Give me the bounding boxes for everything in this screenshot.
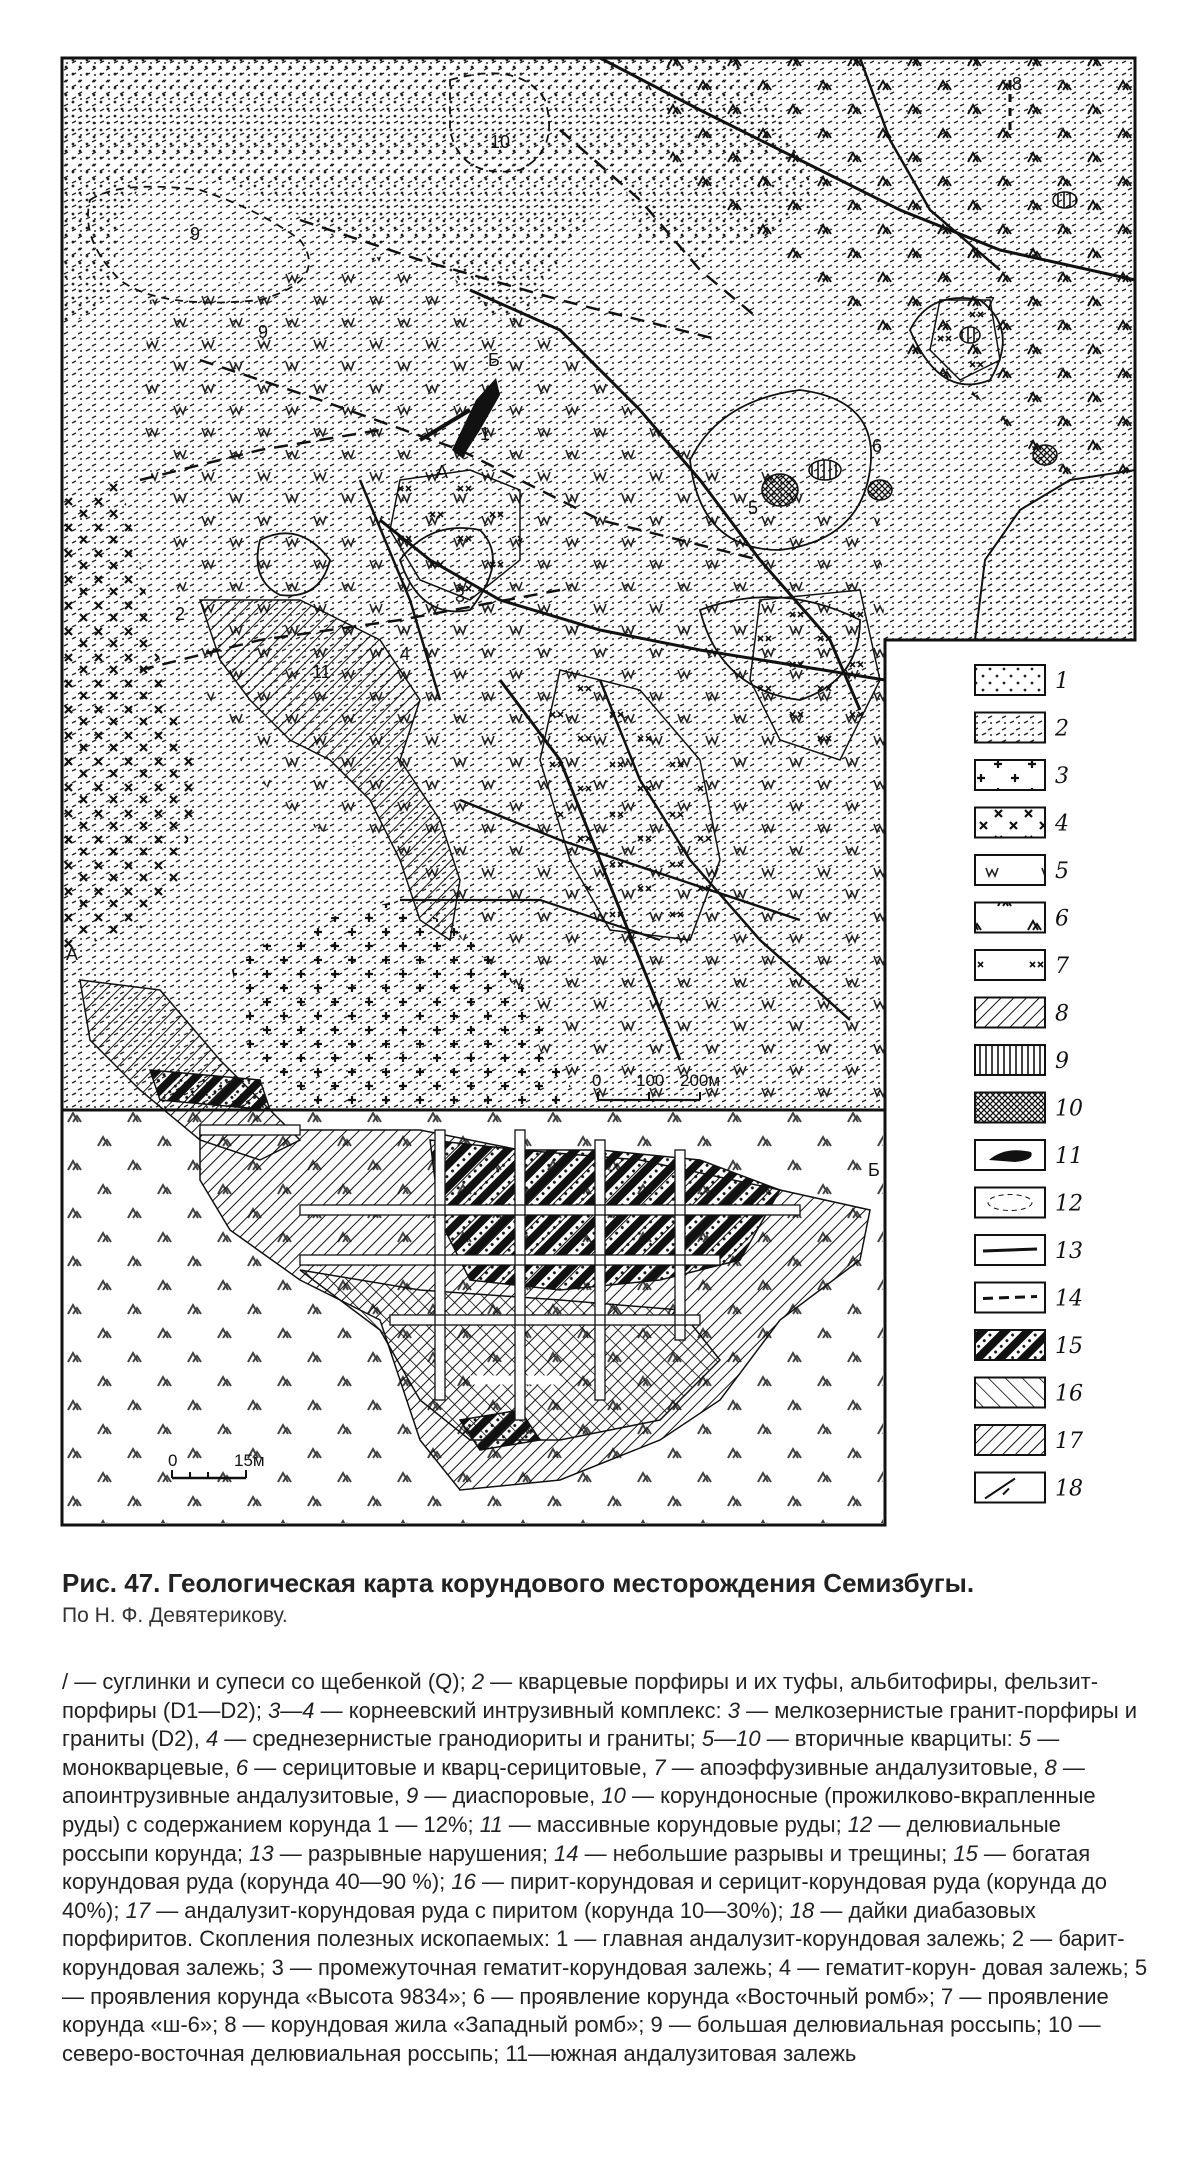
caption-segment: — апоэффузивные андалузитовые,	[665, 1754, 1045, 1780]
figure-author: По Н. Ф. Девятерикову.	[62, 1604, 288, 1627]
legend-item-6	[975, 903, 1069, 933]
legend-swatch	[975, 808, 1045, 838]
section-label-b: Б	[488, 350, 500, 370]
deposit-label-5: 5	[748, 498, 759, 518]
legend-number: 17	[1055, 1429, 1083, 1454]
legend-number: 14	[1055, 1286, 1083, 1312]
caption-segment: 14	[554, 1840, 579, 1866]
legend-item-17	[975, 1425, 1083, 1455]
section-label-a: А	[436, 462, 449, 482]
legend-number: 16	[1055, 1381, 1083, 1407]
caption-segment: 15	[953, 1840, 978, 1866]
caption-segment: 13	[249, 1840, 274, 1866]
legend-swatch	[975, 998, 1045, 1028]
legend-item-8	[975, 998, 1069, 1028]
caption-segment: 3	[727, 1697, 740, 1723]
legend-number: 11	[1055, 1144, 1083, 1169]
caption-segment: 5—10	[701, 1726, 761, 1752]
legend-item-16	[975, 1378, 1083, 1408]
legend-item-1	[975, 665, 1069, 695]
caption-segment: / — суглинки и супеси со щебенкой (Q);	[62, 1669, 472, 1694]
legend-swatch	[975, 1330, 1045, 1360]
caption-segment: — андалузит-корундовая руда с пиритом (корунда 10—30%);	[150, 1897, 790, 1923]
caption-segment: 5	[1018, 1726, 1032, 1752]
caption-segment: — корнеевский интрузивный комплекс:	[314, 1697, 728, 1723]
caption-segment: — разрывные нарушения;	[273, 1840, 555, 1866]
caption-segment: — монокварцевые,	[62, 1726, 1060, 1780]
scale-label-mid: 100	[636, 1071, 665, 1090]
deposit-label-9a: 9	[190, 224, 201, 244]
legend-swatch	[975, 1093, 1045, 1123]
caption-segment: — массивные корундовые руды;	[502, 1811, 848, 1837]
legend-number: 6	[1055, 906, 1069, 932]
legend-item-14	[975, 1283, 1083, 1313]
legend-number: 10	[1055, 1096, 1083, 1122]
caption-segment: — вторичные кварциты:	[760, 1726, 1019, 1752]
legend-item-18	[975, 1473, 1083, 1503]
scale-label-end: 200м	[680, 1071, 721, 1090]
section-label-b2: Б	[868, 1160, 880, 1180]
legend-item-3	[975, 760, 1069, 790]
deposit-label-1: 1	[480, 424, 491, 444]
caption-segment: — кварцевые порфиры и их туфы, альбитофиры, фельзит-порфиры (D1—D2);	[62, 1669, 1099, 1723]
caption-segment: 7	[653, 1754, 666, 1780]
caption-segment: 12	[847, 1811, 873, 1837]
deposit-label-9b: 9	[258, 322, 269, 342]
legend-swatch	[975, 713, 1045, 743]
legend-swatch	[975, 1378, 1045, 1408]
caption-segment: — богатая корундовая руда (корунда 40—90 %);	[62, 1840, 1091, 1895]
legend-swatch	[975, 903, 1045, 933]
legend-number: 9	[1055, 1049, 1069, 1074]
section-label-a2: А	[66, 944, 79, 964]
legend-number: 3	[1055, 764, 1069, 789]
legend-number: 8	[1055, 1001, 1069, 1027]
figure-caption	[62, 1668, 1152, 2068]
legend-item-2	[975, 713, 1069, 743]
caption-segment: — делювиальные россыпи корунда;	[62, 1811, 1061, 1866]
caption-segment: 8	[1044, 1754, 1057, 1780]
caption-segment: 9	[405, 1783, 419, 1809]
caption-segment: — пирит-корундовая и серицит-корундовая руда (корунда до 40%);	[62, 1869, 1107, 1923]
figure-title: Рис. 47. Геологическая карта корундового месторождения Семизбугы.	[62, 1568, 975, 1598]
legend-swatch	[975, 665, 1045, 695]
legend	[975, 665, 1083, 1503]
caption-segment: — среднезернистые гранодиориты и граниты;	[218, 1726, 702, 1752]
caption-segment: — диаспоровые,	[418, 1783, 602, 1809]
deposit-label-3: 3	[455, 586, 466, 606]
legend-number: 13	[1055, 1239, 1083, 1264]
legend-item-10	[975, 1093, 1083, 1123]
legend-item-5	[975, 855, 1069, 885]
caption-segment: 6	[235, 1754, 249, 1780]
legend-item-9	[975, 1045, 1069, 1075]
caption-segment: — небольшие разрывы и трещины;	[578, 1840, 954, 1866]
legend-number: 18	[1055, 1476, 1083, 1502]
caption-segment: 11	[479, 1811, 503, 1837]
legend-item-11	[975, 1140, 1083, 1170]
legend-number: 2	[1055, 716, 1069, 742]
caption-segment: — апоинтрузивные андалузитовые,	[62, 1754, 1085, 1809]
deposit-label-11: 11	[312, 662, 331, 682]
deposit-label-4: 4	[400, 644, 411, 664]
deposit-label-7: 7	[985, 294, 996, 314]
deposit-label-10: 10	[490, 132, 511, 152]
caption-segment: — серицитовые и кварц-серицитовые,	[248, 1754, 654, 1780]
caption-segment: 4	[205, 1726, 219, 1752]
legend-swatch	[975, 1188, 1045, 1218]
legend-number: 4	[1055, 811, 1069, 837]
legend-swatch	[975, 1045, 1045, 1075]
legend-item-7	[975, 950, 1069, 980]
caption-segment: — корундоносные (прожилково-вкрапленные руды) с содержанием корунда 1 — 12%;	[62, 1783, 1096, 1837]
legend-fault-line	[983, 1249, 1037, 1251]
legend-swatch	[975, 760, 1045, 790]
legend-number: 7	[1055, 954, 1069, 979]
legend-item-13	[975, 1235, 1083, 1265]
legend-number: 1	[1055, 669, 1069, 694]
scale-label-zero: 0	[592, 1071, 602, 1090]
caption-segment: 17	[125, 1897, 151, 1923]
caption-segment: 16	[451, 1869, 476, 1895]
legend-item-12	[975, 1188, 1083, 1218]
deposit-label-2: 2	[175, 604, 186, 624]
legend-swatch	[975, 950, 1045, 980]
legend-item-15	[975, 1330, 1083, 1360]
legend-number: 5	[1055, 859, 1069, 884]
legend-number: 12	[1055, 1191, 1083, 1217]
legend-item-4	[975, 808, 1069, 838]
legend-number: 15	[1055, 1334, 1083, 1359]
caption-segment: 2	[471, 1669, 485, 1694]
section-scale-end: 15м	[234, 1451, 265, 1470]
deposit-label-8: 8	[1012, 74, 1023, 94]
caption-segment: 10	[601, 1783, 626, 1809]
caption-segment: — дайки диабазовых порфиритов. Скопления полезных ископаемых: 1 — главная андалузит-корундовая залежь; 2 — барит-корундовая залежь; 3 — промежуточная гематит-корундовая залежь; 4 — гематит-корун- довая залежь; 5 — проявления корунда «Высота 9834»; 6 — проявление корунда «Восточный ромб»; 7 — проявление корунда «ш-6»; 8 — корундовая жила «Западный ромб»; 9 — большая делювиальная россыпь; 10 — северо-восточная делювиальная россыпь; 11—южная андалузитовая залежь	[62, 1897, 1148, 2066]
section-scale-zero: 0	[168, 1451, 178, 1470]
deposit-label-6: 6	[872, 436, 883, 456]
caption-segment: 18	[789, 1897, 815, 1923]
legend-swatch	[975, 1425, 1045, 1455]
caption-segment: 3—4	[268, 1697, 315, 1723]
caption-segment: — мелкозернистые гранит-порфиры и граниты (D2),	[62, 1697, 1138, 1752]
legend-swatch	[975, 855, 1045, 885]
